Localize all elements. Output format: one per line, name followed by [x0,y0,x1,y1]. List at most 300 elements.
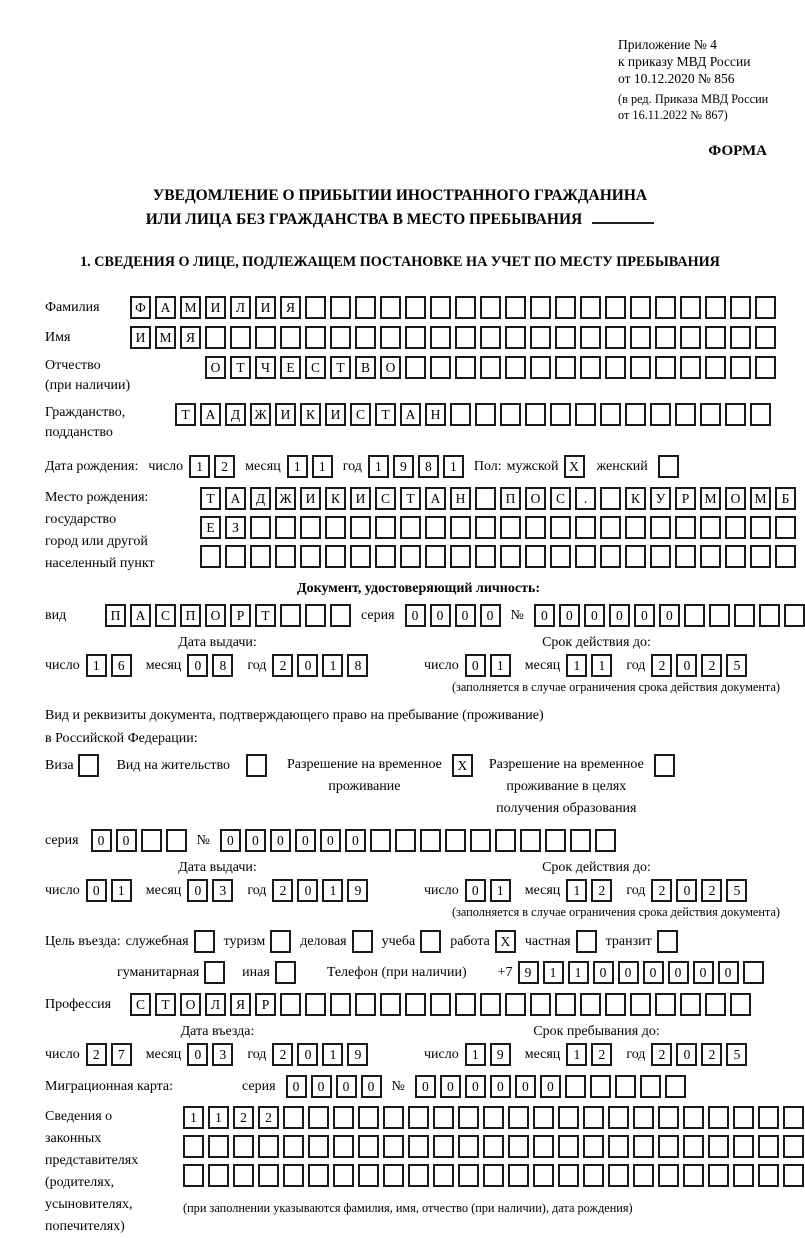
char-box[interactable]: 0 [515,1075,536,1098]
char-box[interactable] [743,961,764,984]
char-box[interactable] [350,545,371,568]
char-box[interactable] [650,403,671,426]
purpose-humanitarian-checkbox[interactable] [204,961,225,984]
char-box[interactable] [550,516,571,539]
char-box[interactable] [508,1164,529,1187]
char-box[interactable]: К [300,403,321,426]
char-box[interactable] [783,1135,804,1158]
char-box[interactable] [330,993,351,1016]
char-box[interactable] [734,604,755,627]
char-box[interactable]: И [325,403,346,426]
char-box[interactable]: Р [230,604,251,627]
char-box[interactable] [430,993,451,1016]
char-box[interactable] [555,993,576,1016]
char-box[interactable] [595,829,616,852]
char-box[interactable] [705,356,726,379]
char-box[interactable] [200,545,221,568]
char-box[interactable] [733,1164,754,1187]
char-box[interactable] [208,1135,229,1158]
char-box[interactable]: Т [230,356,251,379]
char-box[interactable] [495,829,516,852]
char-box[interactable]: 1 [568,961,589,984]
char-box[interactable] [605,993,626,1016]
char-box[interactable]: О [205,356,226,379]
char-box[interactable]: Л [230,296,251,319]
char-box[interactable]: К [625,487,646,510]
char-box[interactable]: 2 [591,879,612,902]
char-box[interactable] [558,1106,579,1129]
char-box[interactable] [333,1106,354,1129]
char-box[interactable] [355,326,376,349]
char-box[interactable] [555,356,576,379]
char-box[interactable] [183,1164,204,1187]
char-box[interactable] [658,1164,679,1187]
char-box[interactable]: А [225,487,246,510]
char-box[interactable]: 2 [701,1043,722,1066]
char-box[interactable]: 0 [336,1075,357,1098]
char-box[interactable] [380,993,401,1016]
char-box[interactable] [380,296,401,319]
char-box[interactable] [733,1106,754,1129]
char-box[interactable]: 0 [430,604,451,627]
char-box[interactable]: 2 [258,1106,279,1129]
char-box[interactable]: Р [255,993,276,1016]
purpose-study-checkbox[interactable] [420,930,441,953]
char-box[interactable] [383,1164,404,1187]
char-box[interactable] [141,829,162,852]
char-box[interactable] [530,296,551,319]
char-box[interactable]: 1 [490,654,511,677]
char-box[interactable] [633,1164,654,1187]
char-box[interactable]: 0 [187,654,208,677]
char-box[interactable] [458,1164,479,1187]
char-box[interactable]: А [425,487,446,510]
char-box[interactable]: 0 [320,829,341,852]
char-box[interactable] [405,993,426,1016]
char-box[interactable]: 1 [208,1106,229,1129]
char-box[interactable] [583,1164,604,1187]
char-box[interactable]: 0 [676,879,697,902]
char-box[interactable] [545,829,566,852]
char-box[interactable]: Т [400,487,421,510]
char-box[interactable]: Б [775,487,796,510]
char-box[interactable]: 0 [465,1075,486,1098]
char-box[interactable] [300,545,321,568]
char-box[interactable]: 0 [534,604,555,627]
char-box[interactable] [655,296,676,319]
char-box[interactable] [533,1164,554,1187]
char-box[interactable] [783,1106,804,1129]
char-box[interactable]: Т [200,487,221,510]
char-box[interactable]: З [225,516,246,539]
char-box[interactable] [580,356,601,379]
char-box[interactable] [558,1164,579,1187]
char-box[interactable]: 1 [322,879,343,902]
char-box[interactable]: 0 [116,829,137,852]
char-box[interactable] [725,516,746,539]
char-box[interactable] [525,545,546,568]
char-box[interactable]: 0 [415,1075,436,1098]
char-box[interactable] [705,296,726,319]
char-box[interactable]: 2 [272,654,293,677]
char-box[interactable] [608,1106,629,1129]
char-box[interactable] [580,326,601,349]
char-box[interactable] [608,1164,629,1187]
char-box[interactable] [580,993,601,1016]
char-box[interactable] [408,1106,429,1129]
char-box[interactable]: Я [180,326,201,349]
char-box[interactable]: Е [200,516,221,539]
char-box[interactable] [500,403,521,426]
char-box[interactable] [375,545,396,568]
char-box[interactable]: Д [225,403,246,426]
char-box[interactable]: П [105,604,126,627]
char-box[interactable]: О [380,356,401,379]
char-box[interactable] [458,1135,479,1158]
char-box[interactable]: 0 [405,604,426,627]
char-box[interactable] [405,326,426,349]
char-box[interactable] [630,356,651,379]
char-box[interactable] [383,1135,404,1158]
char-box[interactable]: И [350,487,371,510]
char-box[interactable] [525,516,546,539]
char-box[interactable]: А [400,403,421,426]
char-box[interactable] [480,356,501,379]
char-box[interactable] [775,545,796,568]
char-box[interactable]: 0 [490,1075,511,1098]
char-box[interactable]: 1 [189,455,210,478]
char-box[interactable]: 0 [676,654,697,677]
char-box[interactable] [570,829,591,852]
char-box[interactable] [455,993,476,1016]
char-box[interactable]: 0 [465,879,486,902]
char-box[interactable] [430,296,451,319]
char-box[interactable]: И [205,296,226,319]
char-box[interactable]: 8 [347,654,368,677]
char-box[interactable] [325,516,346,539]
char-box[interactable] [470,829,491,852]
char-box[interactable]: О [525,487,546,510]
char-box[interactable]: 0 [455,604,476,627]
char-box[interactable] [530,356,551,379]
char-box[interactable] [208,1164,229,1187]
char-box[interactable] [733,1135,754,1158]
char-box[interactable]: 2 [233,1106,254,1129]
char-box[interactable]: М [180,296,201,319]
char-box[interactable]: 6 [111,654,132,677]
char-box[interactable]: 0 [465,654,486,677]
char-box[interactable] [405,356,426,379]
char-box[interactable] [725,403,746,426]
char-box[interactable] [605,326,626,349]
char-box[interactable] [575,403,596,426]
char-box[interactable]: 0 [187,879,208,902]
char-box[interactable]: 1 [566,654,587,677]
char-box[interactable] [508,1135,529,1158]
char-box[interactable]: Т [375,403,396,426]
char-box[interactable]: 0 [584,604,605,627]
char-box[interactable] [405,296,426,319]
char-box[interactable]: У [650,487,671,510]
char-box[interactable]: 1 [183,1106,204,1129]
char-box[interactable]: А [130,604,151,627]
char-box[interactable]: С [305,356,326,379]
char-box[interactable]: 0 [676,1043,697,1066]
char-box[interactable] [640,1075,661,1098]
char-box[interactable]: 5 [726,654,747,677]
char-box[interactable] [308,1164,329,1187]
char-box[interactable]: 8 [418,455,439,478]
char-box[interactable] [675,545,696,568]
char-box[interactable]: 7 [111,1043,132,1066]
char-box[interactable]: Я [230,993,251,1016]
char-box[interactable] [650,545,671,568]
char-box[interactable] [308,1106,329,1129]
char-box[interactable]: 0 [540,1075,561,1098]
char-box[interactable]: 3 [212,879,233,902]
residence-permit-checkbox[interactable] [246,754,267,777]
char-box[interactable] [590,1075,611,1098]
char-box[interactable] [608,1135,629,1158]
char-box[interactable] [355,993,376,1016]
char-box[interactable]: С [155,604,176,627]
sex-male-checkbox[interactable]: X [564,455,585,478]
char-box[interactable] [255,326,276,349]
char-box[interactable] [383,1106,404,1129]
char-box[interactable] [655,356,676,379]
char-box[interactable]: 0 [361,1075,382,1098]
char-box[interactable] [483,1135,504,1158]
char-box[interactable] [600,545,621,568]
char-box[interactable]: 0 [480,604,501,627]
char-box[interactable] [775,516,796,539]
form-number-blank[interactable] [592,209,654,224]
char-box[interactable]: 0 [345,829,366,852]
char-box[interactable] [333,1164,354,1187]
char-box[interactable]: 2 [701,879,722,902]
char-box[interactable] [633,1135,654,1158]
char-box[interactable] [370,829,391,852]
sex-female-checkbox[interactable] [658,455,679,478]
char-box[interactable]: 8 [212,654,233,677]
char-box[interactable] [650,516,671,539]
char-box[interactable]: . [575,487,596,510]
char-box[interactable] [605,296,626,319]
char-box[interactable] [230,326,251,349]
char-box[interactable] [783,1164,804,1187]
char-box[interactable]: 0 [220,829,241,852]
char-box[interactable] [550,403,571,426]
char-box[interactable] [533,1135,554,1158]
char-box[interactable]: М [155,326,176,349]
char-box[interactable] [280,993,301,1016]
char-box[interactable] [283,1164,304,1187]
char-box[interactable]: И [300,487,321,510]
char-box[interactable] [425,545,446,568]
char-box[interactable] [280,604,301,627]
char-box[interactable]: 1 [322,1043,343,1066]
char-box[interactable]: И [130,326,151,349]
char-box[interactable] [730,326,751,349]
char-box[interactable] [480,326,501,349]
char-box[interactable]: Д [250,487,271,510]
char-box[interactable]: Т [155,993,176,1016]
char-box[interactable]: 0 [634,604,655,627]
char-box[interactable]: 0 [286,1075,307,1098]
char-box[interactable] [575,545,596,568]
char-box[interactable]: 2 [651,1043,672,1066]
char-box[interactable] [275,545,296,568]
char-box[interactable]: 0 [643,961,664,984]
char-box[interactable] [530,326,551,349]
char-box[interactable] [450,403,471,426]
char-box[interactable] [533,1106,554,1129]
char-box[interactable] [375,516,396,539]
char-box[interactable] [505,326,526,349]
char-box[interactable] [520,829,541,852]
char-box[interactable] [305,296,326,319]
purpose-other-checkbox[interactable] [275,961,296,984]
char-box[interactable]: 3 [212,1043,233,1066]
char-box[interactable] [445,829,466,852]
char-box[interactable] [408,1135,429,1158]
char-box[interactable] [333,1135,354,1158]
char-box[interactable] [683,1135,704,1158]
char-box[interactable] [433,1135,454,1158]
char-box[interactable] [508,1106,529,1129]
char-box[interactable] [450,516,471,539]
char-box[interactable] [758,1106,779,1129]
char-box[interactable] [680,326,701,349]
char-box[interactable] [705,993,726,1016]
char-box[interactable] [605,356,626,379]
char-box[interactable]: К [325,487,346,510]
char-box[interactable] [755,356,776,379]
char-box[interactable] [450,545,471,568]
char-box[interactable]: 9 [490,1043,511,1066]
char-box[interactable] [408,1164,429,1187]
visa-checkbox[interactable] [78,754,99,777]
char-box[interactable] [750,516,771,539]
char-box[interactable]: 0 [295,829,316,852]
char-box[interactable] [565,1075,586,1098]
char-box[interactable] [455,356,476,379]
char-box[interactable] [395,829,416,852]
char-box[interactable]: 0 [593,961,614,984]
char-box[interactable] [358,1135,379,1158]
char-box[interactable] [708,1135,729,1158]
char-box[interactable]: Р [675,487,696,510]
char-box[interactable]: 9 [347,1043,368,1066]
char-box[interactable] [655,993,676,1016]
purpose-private-checkbox[interactable] [576,930,597,953]
char-box[interactable] [183,1135,204,1158]
char-box[interactable] [730,356,751,379]
char-box[interactable] [575,516,596,539]
char-box[interactable] [630,326,651,349]
char-box[interactable]: И [255,296,276,319]
char-box[interactable]: 2 [701,654,722,677]
char-box[interactable]: 5 [726,879,747,902]
char-box[interactable] [750,403,771,426]
char-box[interactable] [675,516,696,539]
char-box[interactable]: 0 [718,961,739,984]
char-box[interactable]: П [500,487,521,510]
char-box[interactable] [625,516,646,539]
char-box[interactable] [283,1135,304,1158]
char-box[interactable]: С [550,487,571,510]
char-box[interactable]: 1 [490,879,511,902]
char-box[interactable] [480,296,501,319]
char-box[interactable] [225,545,246,568]
char-box[interactable] [350,516,371,539]
char-box[interactable] [758,1135,779,1158]
char-box[interactable]: Л [205,993,226,1016]
char-box[interactable] [355,296,376,319]
char-box[interactable]: 9 [393,455,414,478]
char-box[interactable] [583,1106,604,1129]
char-box[interactable]: 0 [440,1075,461,1098]
char-box[interactable] [755,326,776,349]
char-box[interactable]: С [375,487,396,510]
purpose-tourism-checkbox[interactable] [270,930,291,953]
char-box[interactable] [258,1135,279,1158]
char-box[interactable] [683,1164,704,1187]
char-box[interactable]: 1 [543,961,564,984]
char-box[interactable]: И [275,403,296,426]
char-box[interactable]: Т [330,356,351,379]
char-box[interactable] [684,604,705,627]
char-box[interactable] [475,487,496,510]
char-box[interactable]: 1 [591,654,612,677]
char-box[interactable]: 0 [668,961,689,984]
char-box[interactable]: Т [255,604,276,627]
char-box[interactable] [330,326,351,349]
char-box[interactable]: 1 [322,654,343,677]
char-box[interactable] [458,1106,479,1129]
char-box[interactable] [730,296,751,319]
char-box[interactable] [755,296,776,319]
char-box[interactable]: Н [450,487,471,510]
char-box[interactable]: 5 [726,1043,747,1066]
char-box[interactable] [305,993,326,1016]
char-box[interactable] [500,516,521,539]
char-box[interactable]: 0 [270,829,291,852]
char-box[interactable] [480,993,501,1016]
char-box[interactable] [600,487,621,510]
char-box[interactable] [358,1164,379,1187]
char-box[interactable] [708,1164,729,1187]
char-box[interactable] [433,1164,454,1187]
purpose-business-checkbox[interactable] [352,930,373,953]
char-box[interactable] [475,545,496,568]
char-box[interactable] [680,993,701,1016]
char-box[interactable] [400,545,421,568]
char-box[interactable]: 2 [214,455,235,478]
char-box[interactable] [555,296,576,319]
char-box[interactable]: 2 [591,1043,612,1066]
purpose-official-checkbox[interactable] [194,930,215,953]
char-box[interactable] [625,545,646,568]
char-box[interactable] [330,296,351,319]
char-box[interactable] [555,326,576,349]
temp-permit-checkbox[interactable]: X [452,754,473,777]
char-box[interactable]: П [180,604,201,627]
char-box[interactable]: Я [280,296,301,319]
char-box[interactable]: 2 [272,1043,293,1066]
char-box[interactable] [505,356,526,379]
char-box[interactable] [280,326,301,349]
